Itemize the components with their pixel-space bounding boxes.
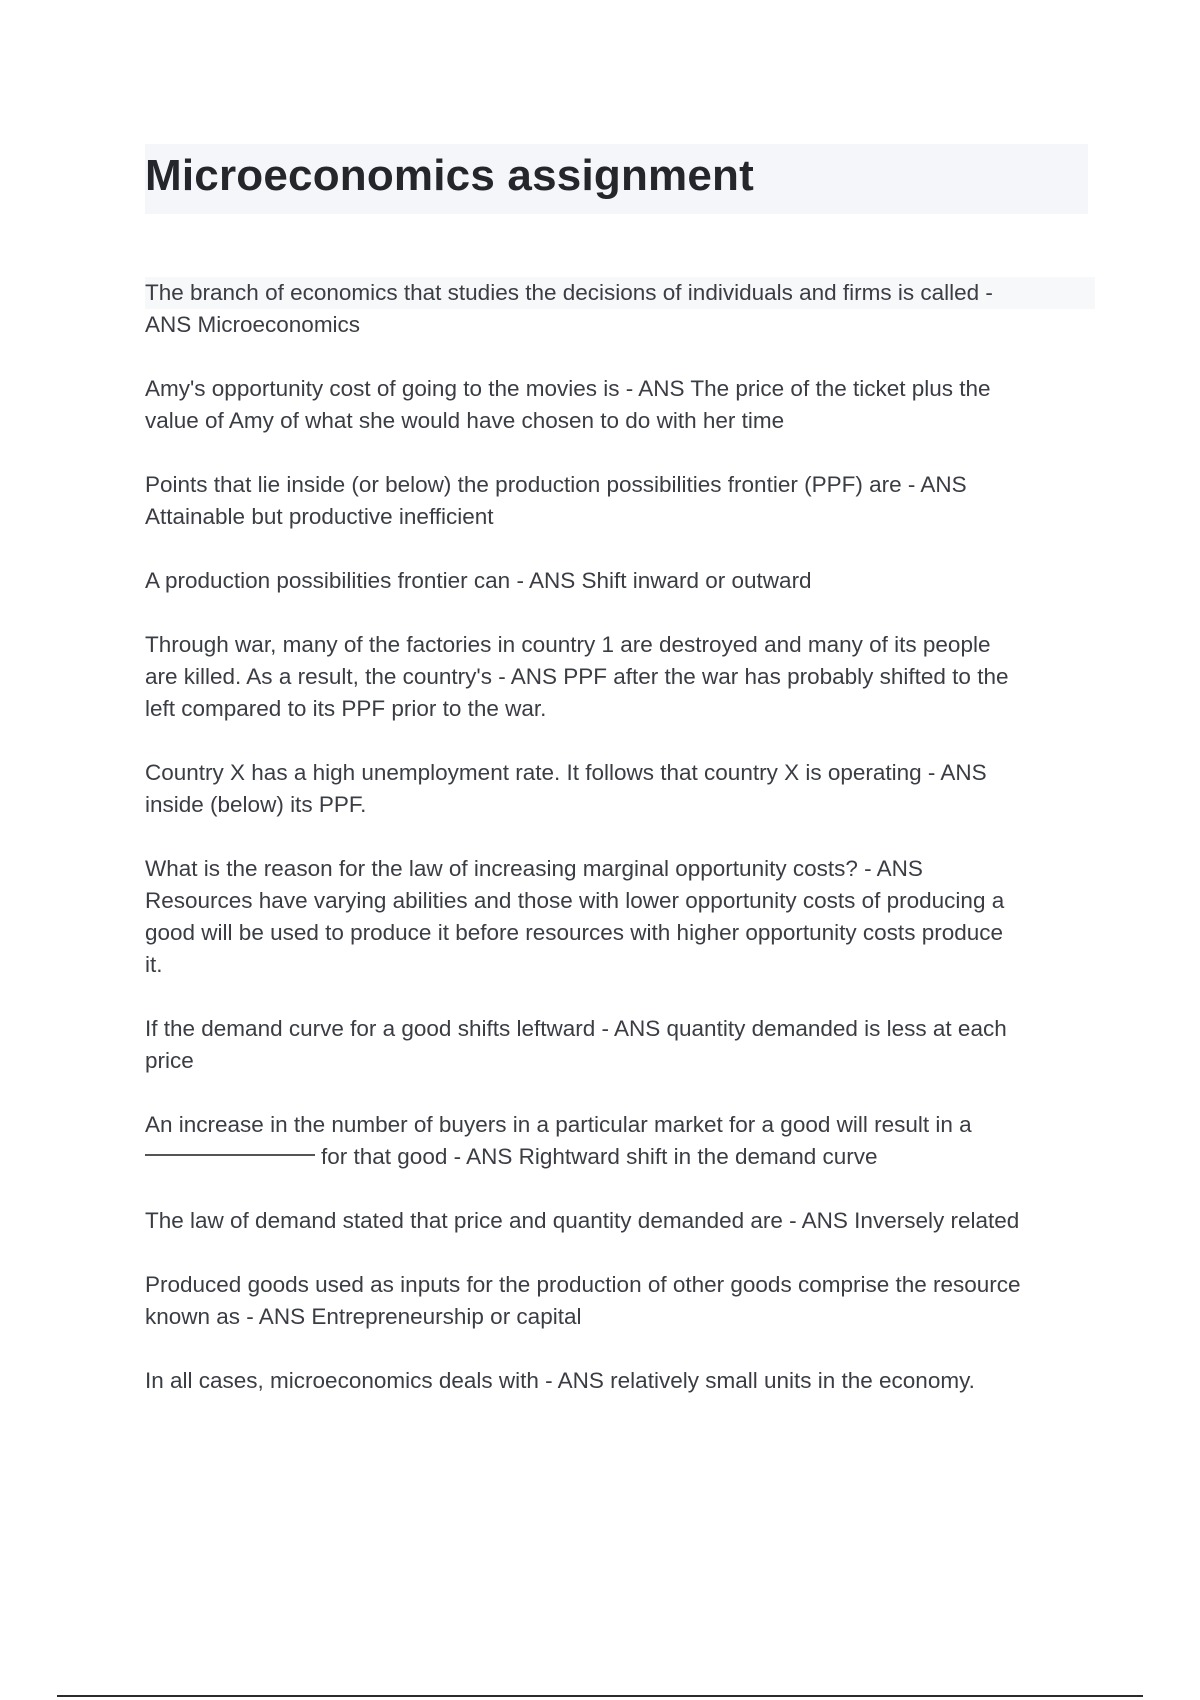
- text-line: The law of demand stated that price and quantity demanded are - ANS Inversely related: [145, 1208, 1020, 1233]
- text-line: are killed. As a result, the country's - ANS PPF after the war has probably shifted to the: [145, 664, 1009, 689]
- text-line: it.: [145, 952, 163, 977]
- text-line: A production possibilities frontier can - ANS Shift inward or outward: [145, 568, 812, 593]
- text-line: Points that lie inside (or below) the production possibilities frontier (PPF) are - ANS: [145, 472, 967, 497]
- qa-item: [145, 1365, 1095, 1397]
- text-line: inside (below) its PPF.: [145, 792, 367, 817]
- text-line: left compared to its PPF prior to the war.: [145, 696, 547, 721]
- qa-item: [145, 469, 1095, 533]
- page-title: Microeconomics assignment: [145, 151, 754, 200]
- text-fragment: for that good - ANS Rightward shift in the demand curve: [321, 1144, 878, 1169]
- text-line: Resources have varying abilities and those with lower opportunity costs of producing a: [145, 888, 1005, 913]
- qa-item: [145, 629, 1095, 725]
- text-line: Amy's opportunity cost of going to the movies is - ANS The price of the ticket plus the: [145, 376, 991, 401]
- text-line: In all cases, microeconomics deals with - ANS relatively small units in the economy.: [145, 1368, 975, 1393]
- qa-item: [145, 757, 1095, 821]
- qa-item: [145, 277, 1095, 341]
- text-line: price: [145, 1048, 194, 1073]
- text-line: Through war, many of the factories in country 1 are destroyed and many of its people: [145, 632, 991, 657]
- text-line: What is the reason for the law of increasing marginal opportunity costs? - ANS: [145, 856, 923, 881]
- qa-list: [145, 277, 1095, 1429]
- qa-item: [145, 1109, 1095, 1173]
- text-line: ANS Microeconomics: [145, 312, 361, 337]
- qa-item: [145, 1269, 1095, 1333]
- qa-item: [145, 373, 1095, 437]
- text-line: Attainable but productive inefficient: [145, 504, 494, 529]
- text-line: Produced goods used as inputs for the production of other goods comprise the resource: [145, 1272, 1021, 1297]
- text-line: If the demand curve for a good shifts leftward - ANS quantity demanded is less at each: [145, 1016, 1007, 1041]
- footer-divider: [57, 1695, 1143, 1697]
- text-line-with-blank: [145, 1141, 1095, 1173]
- text-line: good will be used to produce it before resources with higher opportunity costs produce: [145, 920, 1003, 945]
- qa-item: [145, 1205, 1095, 1237]
- text-line: value of Amy of what she would have chosen to do with her time: [145, 408, 785, 433]
- qa-item: [145, 565, 1095, 597]
- text-line: known as - ANS Entrepreneurship or capital: [145, 1304, 582, 1329]
- text-line: The branch of economics that studies the decisions of individuals and firms is called -: [145, 277, 1095, 309]
- text-line: Country X has a high unemployment rate. It follows that country X is operating - ANS: [145, 760, 987, 785]
- text-line: An increase in the number of buyers in a particular market for a good will result in a: [145, 1112, 972, 1137]
- fill-in-blank: [145, 1154, 315, 1156]
- qa-item: [145, 1013, 1095, 1077]
- title-block: [145, 144, 1088, 214]
- qa-item: [145, 853, 1095, 981]
